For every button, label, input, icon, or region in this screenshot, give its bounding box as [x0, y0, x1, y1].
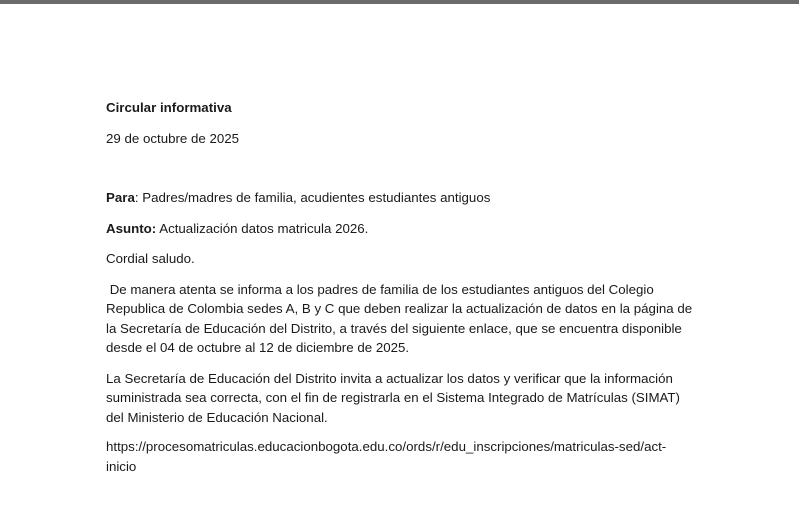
recipient-line — [106, 188, 706, 208]
paragraph-2 — [106, 369, 696, 428]
document-title: Circular informativa — [106, 100, 232, 115]
subject-value: Actualización datos matricula 2026. — [156, 220, 369, 236]
paragraph-1 — [106, 280, 696, 358]
recipient-value: : Padres/madres de familia, acudientes estudiantes antiguos — [134, 190, 491, 205]
paragraph-2-line: La Secretaría de Educación del Distrito invita a actualizar los datos y verificar que la información — [106, 370, 673, 386]
paragraph-1-line: De manera atenta se informa a los padres de familia de los estudiantes antiguos del Colegio — [106, 281, 654, 297]
enrollment-link[interactable] — [106, 437, 696, 476]
subject-line — [106, 219, 706, 239]
document-date: 29 de octubre de 2025 — [106, 130, 240, 146]
paragraph-1-line: Republica de Colombia sedes A, B y C que deben realizar la actualización de datos en la página de — [106, 301, 693, 316]
greeting: Cordial saludo. — [106, 251, 195, 266]
document-page — [106, 98, 706, 476]
recipient-label: Para — [106, 190, 135, 205]
paragraph-1-line: desde el 04 de octubre al 12 de diciembre de 2025. — [106, 340, 410, 355]
paragraph-2-line: suministrada sea correcta, con el fin de registrarla en el Sistema Integrado de Matrículas (SIMAT) — [106, 390, 680, 405]
paragraph-2-line: del Ministerio de Educación Nacional. — [106, 409, 328, 425]
paragraph-1-line: la Secretaría de Educación del Distrito, a través del siguiente enlace, que se encuentra disponible — [106, 320, 682, 336]
subject-label: Asunto: — [106, 220, 157, 236]
enrollment-link-line[interactable]: inicio — [106, 458, 137, 474]
window-top-border — [0, 0, 799, 4]
enrollment-link-line[interactable]: https://procesomatriculas.educacionbogota.edu.co/ords/r/edu_inscripciones/matriculas-sed/act- — [106, 439, 667, 454]
